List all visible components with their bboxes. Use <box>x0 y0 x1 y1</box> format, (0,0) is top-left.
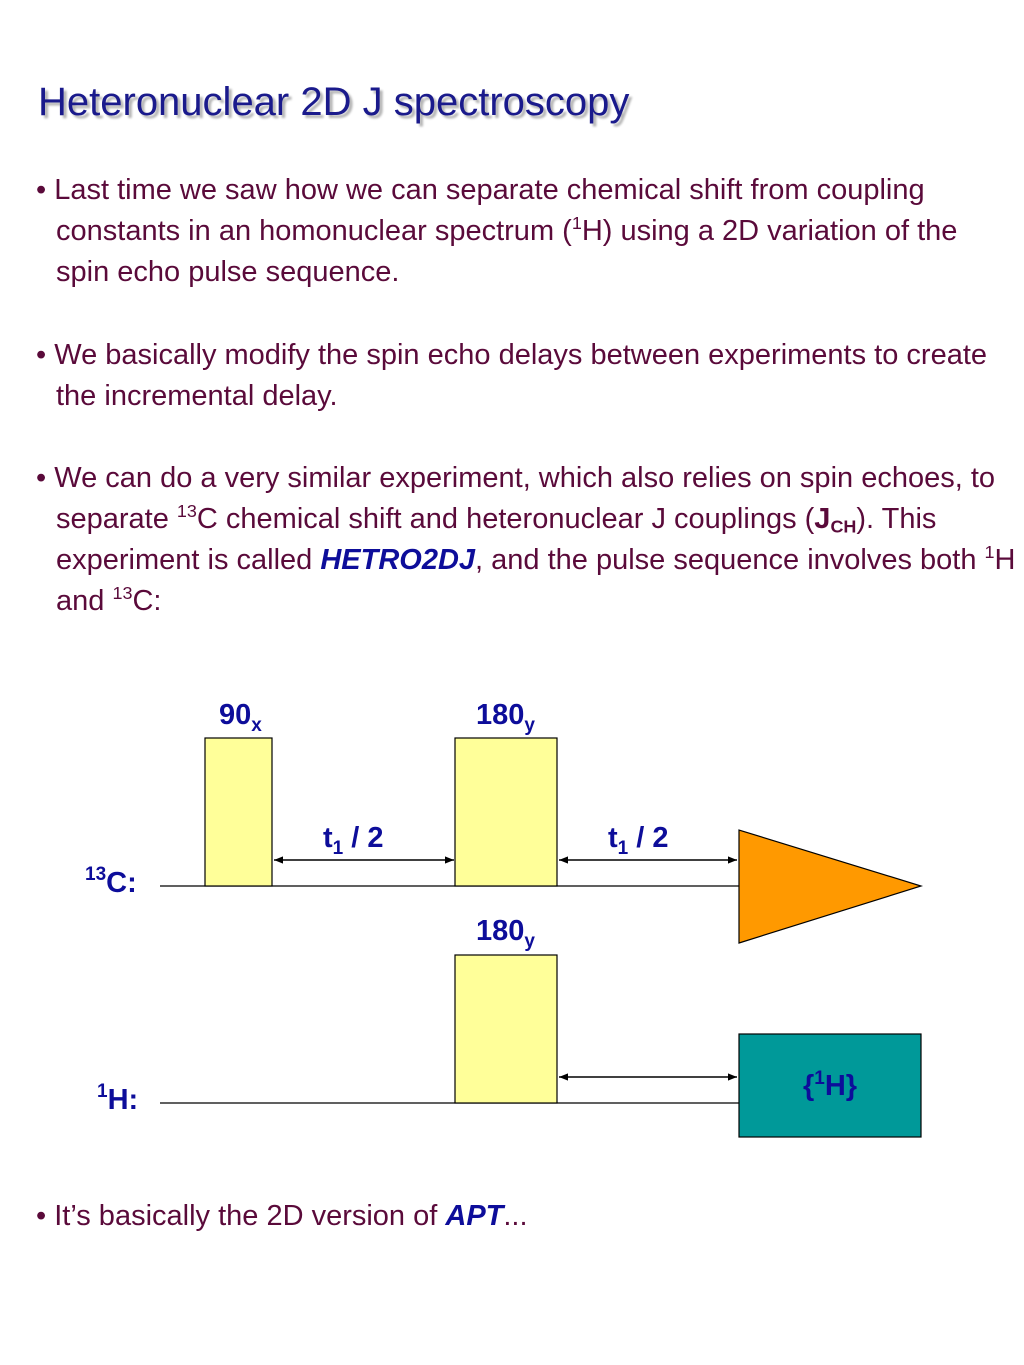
p1-text-b: H) using a 2D variation of the spin echo pulse sequence. <box>56 215 958 288</box>
p3-text-b: C chemical shift and heteronuclear J couplings ( <box>196 503 815 535</box>
label-decouple: {$^1$H} <box>802 1068 858 1102</box>
bullet-marker: • <box>36 1200 47 1232</box>
label-180y-c13: $180_y$ <box>476 699 535 736</box>
p3-j-symbol: J <box>814 503 831 535</box>
page-title: Heteronuclear 2D J spectroscopy <box>38 80 630 124</box>
p3-sup-13-b: 13 <box>112 582 133 603</box>
label-c13-channel: $^{13}$C: <box>85 864 137 899</box>
bullet-marker: • <box>36 462 47 494</box>
label-delay-1: $t_1 / 2$ <box>323 822 384 859</box>
fid-acquisition-triangle <box>739 830 921 943</box>
bullet-paragraph-4 <box>36 1196 1016 1237</box>
p4-text-a: It’s basically the 2D version of <box>54 1200 446 1232</box>
p3-sup-13-a: 13 <box>176 500 197 521</box>
p3-text-c: ). This experiment is called <box>56 503 937 576</box>
p3-text-a: We can do a very similar experiment, which also relies on spin echoes, to separate <box>54 462 996 535</box>
pulse-sequence-diagram <box>0 680 1024 1160</box>
bullet-marker: • <box>36 174 47 206</box>
label-delay-2: $t_1 / 2$ <box>608 822 669 859</box>
bullet-paragraph-3 <box>36 458 1016 622</box>
bullet-paragraph-2 <box>36 335 1016 417</box>
bullet-paragraph-1 <box>36 170 1016 293</box>
p3-experiment-name: HETRO2DJ <box>320 544 476 576</box>
bullet-marker: • <box>36 339 47 371</box>
p3-text-e: H and <box>56 544 1016 617</box>
p3-text-f: C: <box>132 585 162 617</box>
p3-j-subscript: CH <box>830 516 857 537</box>
p3-text-d: , and the pulse sequence involves both <box>475 544 985 576</box>
p4-text-b: ... <box>503 1200 528 1232</box>
p3-sup-1: 1 <box>984 541 995 562</box>
p2-text: We basically modify the spin echo delays between experiments to create the incremental delay. <box>54 339 988 412</box>
h1-180y-pulse <box>455 955 557 1103</box>
c13-90x-pulse <box>205 738 272 886</box>
label-h1-channel: $^1$H: <box>97 1081 139 1116</box>
label-180y-h1: $180_y$ <box>476 915 535 952</box>
p1-text-a: Last time we saw how we can separate chemical shift from coupling constants in an homonuclear spectrum ( <box>54 174 925 247</box>
p4-apt: APT <box>445 1200 504 1232</box>
p1-superscript: 1 <box>571 212 582 233</box>
c13-180y-pulse <box>455 738 557 886</box>
label-90x: $90_x$ <box>219 699 262 736</box>
